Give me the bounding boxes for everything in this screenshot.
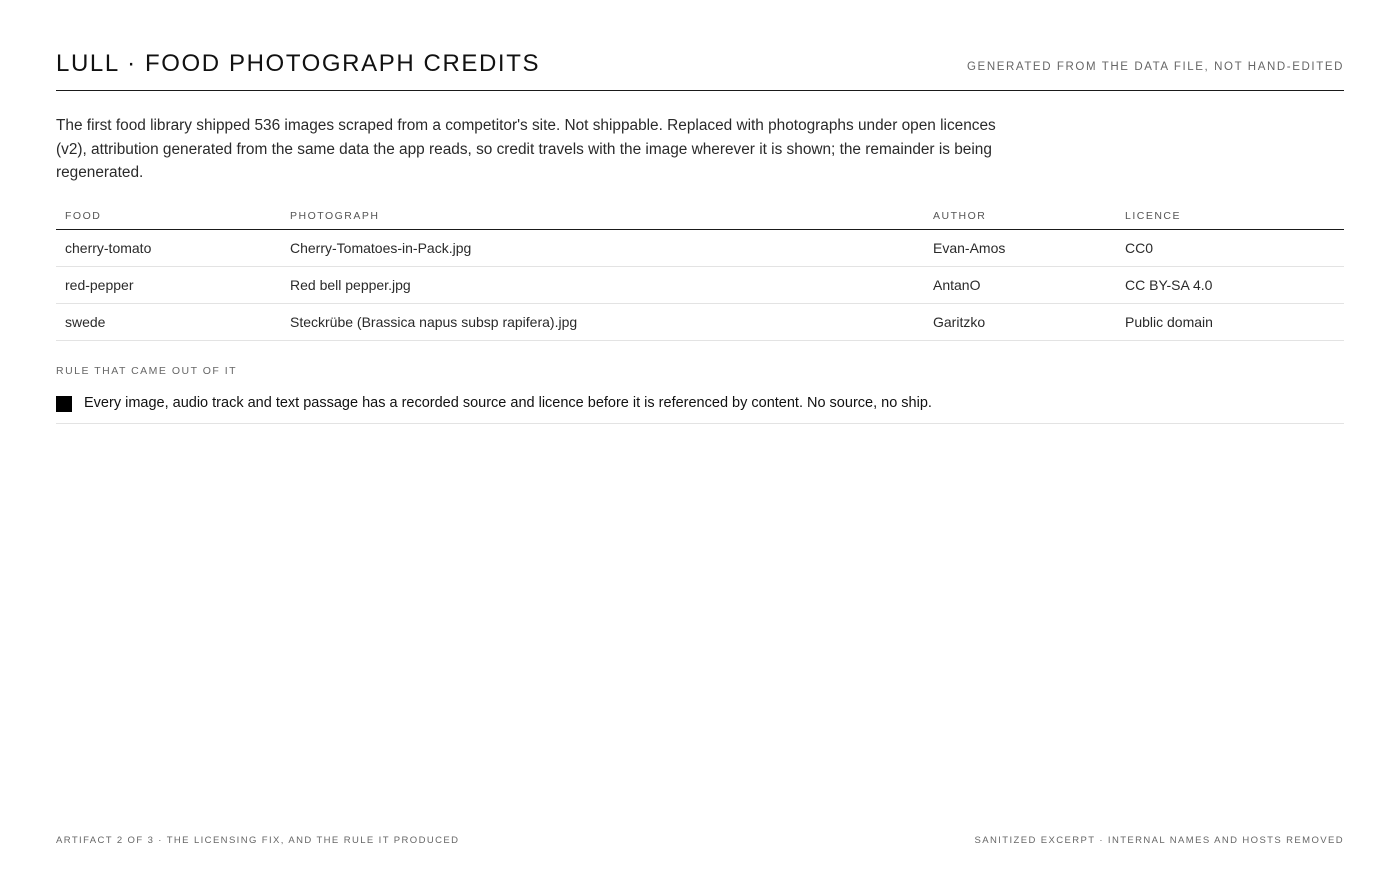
column-header-author: AUTHOR [924, 208, 1116, 230]
square-bullet-icon [56, 396, 72, 412]
page-title: LULL · FOOD PHOTOGRAPH CREDITS [56, 50, 541, 77]
food-cell: cherry-tomato [56, 230, 281, 267]
author-cell: AntanO [924, 267, 1116, 304]
column-header-photograph: PHOTOGRAPH [281, 208, 924, 230]
author-cell: Garitzko [924, 304, 1116, 341]
rule-item [56, 392, 1344, 424]
column-header-food: FOOD [56, 208, 281, 230]
author-cell: Evan-Amos [924, 230, 1116, 267]
licence-cell: CC BY-SA 4.0 [1116, 267, 1344, 304]
page-subtitle: GENERATED FROM THE DATA FILE, NOT HAND-EDITED [967, 61, 1344, 73]
intro-paragraph: The first food library shipped 536 images scraped from a competitor's site. Not shippable. Replaced with photographs under open licences (v2), attribution generated from the same data the app reads, so credit travels with the image wherever it is shown; the remainder is being regenerated. [56, 117, 996, 181]
table-row [56, 304, 1344, 341]
credits-page [56, 0, 1344, 875]
licence-cell: Public domain [1116, 304, 1344, 341]
photograph-cell: Red bell pepper.jpg [281, 267, 924, 304]
rule-text: Every image, audio track and text passage has a recorded source and licence before it is referenced by content. No source, no ship. [84, 395, 932, 411]
photograph-cell: Cherry-Tomatoes-in-Pack.jpg [281, 230, 924, 267]
table-row [56, 267, 1344, 304]
food-cell: swede [56, 304, 281, 341]
licence-cell: CC0 [1116, 230, 1344, 267]
footer-sanitized-note: SANITIZED EXCERPT · INTERNAL NAMES AND HOSTS REMOVED [974, 835, 1344, 846]
photograph-cell: Steckrübe (Brassica napus subsp rapifera).jpg [281, 304, 924, 341]
credits-table [56, 208, 1344, 341]
footer-artifact-label: ARTIFACT 2 OF 3 · THE LICENSING FIX, AND THE RULE IT PRODUCED [56, 835, 460, 846]
table-row [56, 230, 1344, 267]
column-header-licence: LICENCE [1116, 208, 1344, 230]
table-header-row [56, 208, 1344, 230]
food-cell: red-pepper [56, 267, 281, 304]
rule-section-label: RULE THAT CAME OUT OF IT [56, 365, 238, 377]
page-header [56, 46, 1344, 91]
